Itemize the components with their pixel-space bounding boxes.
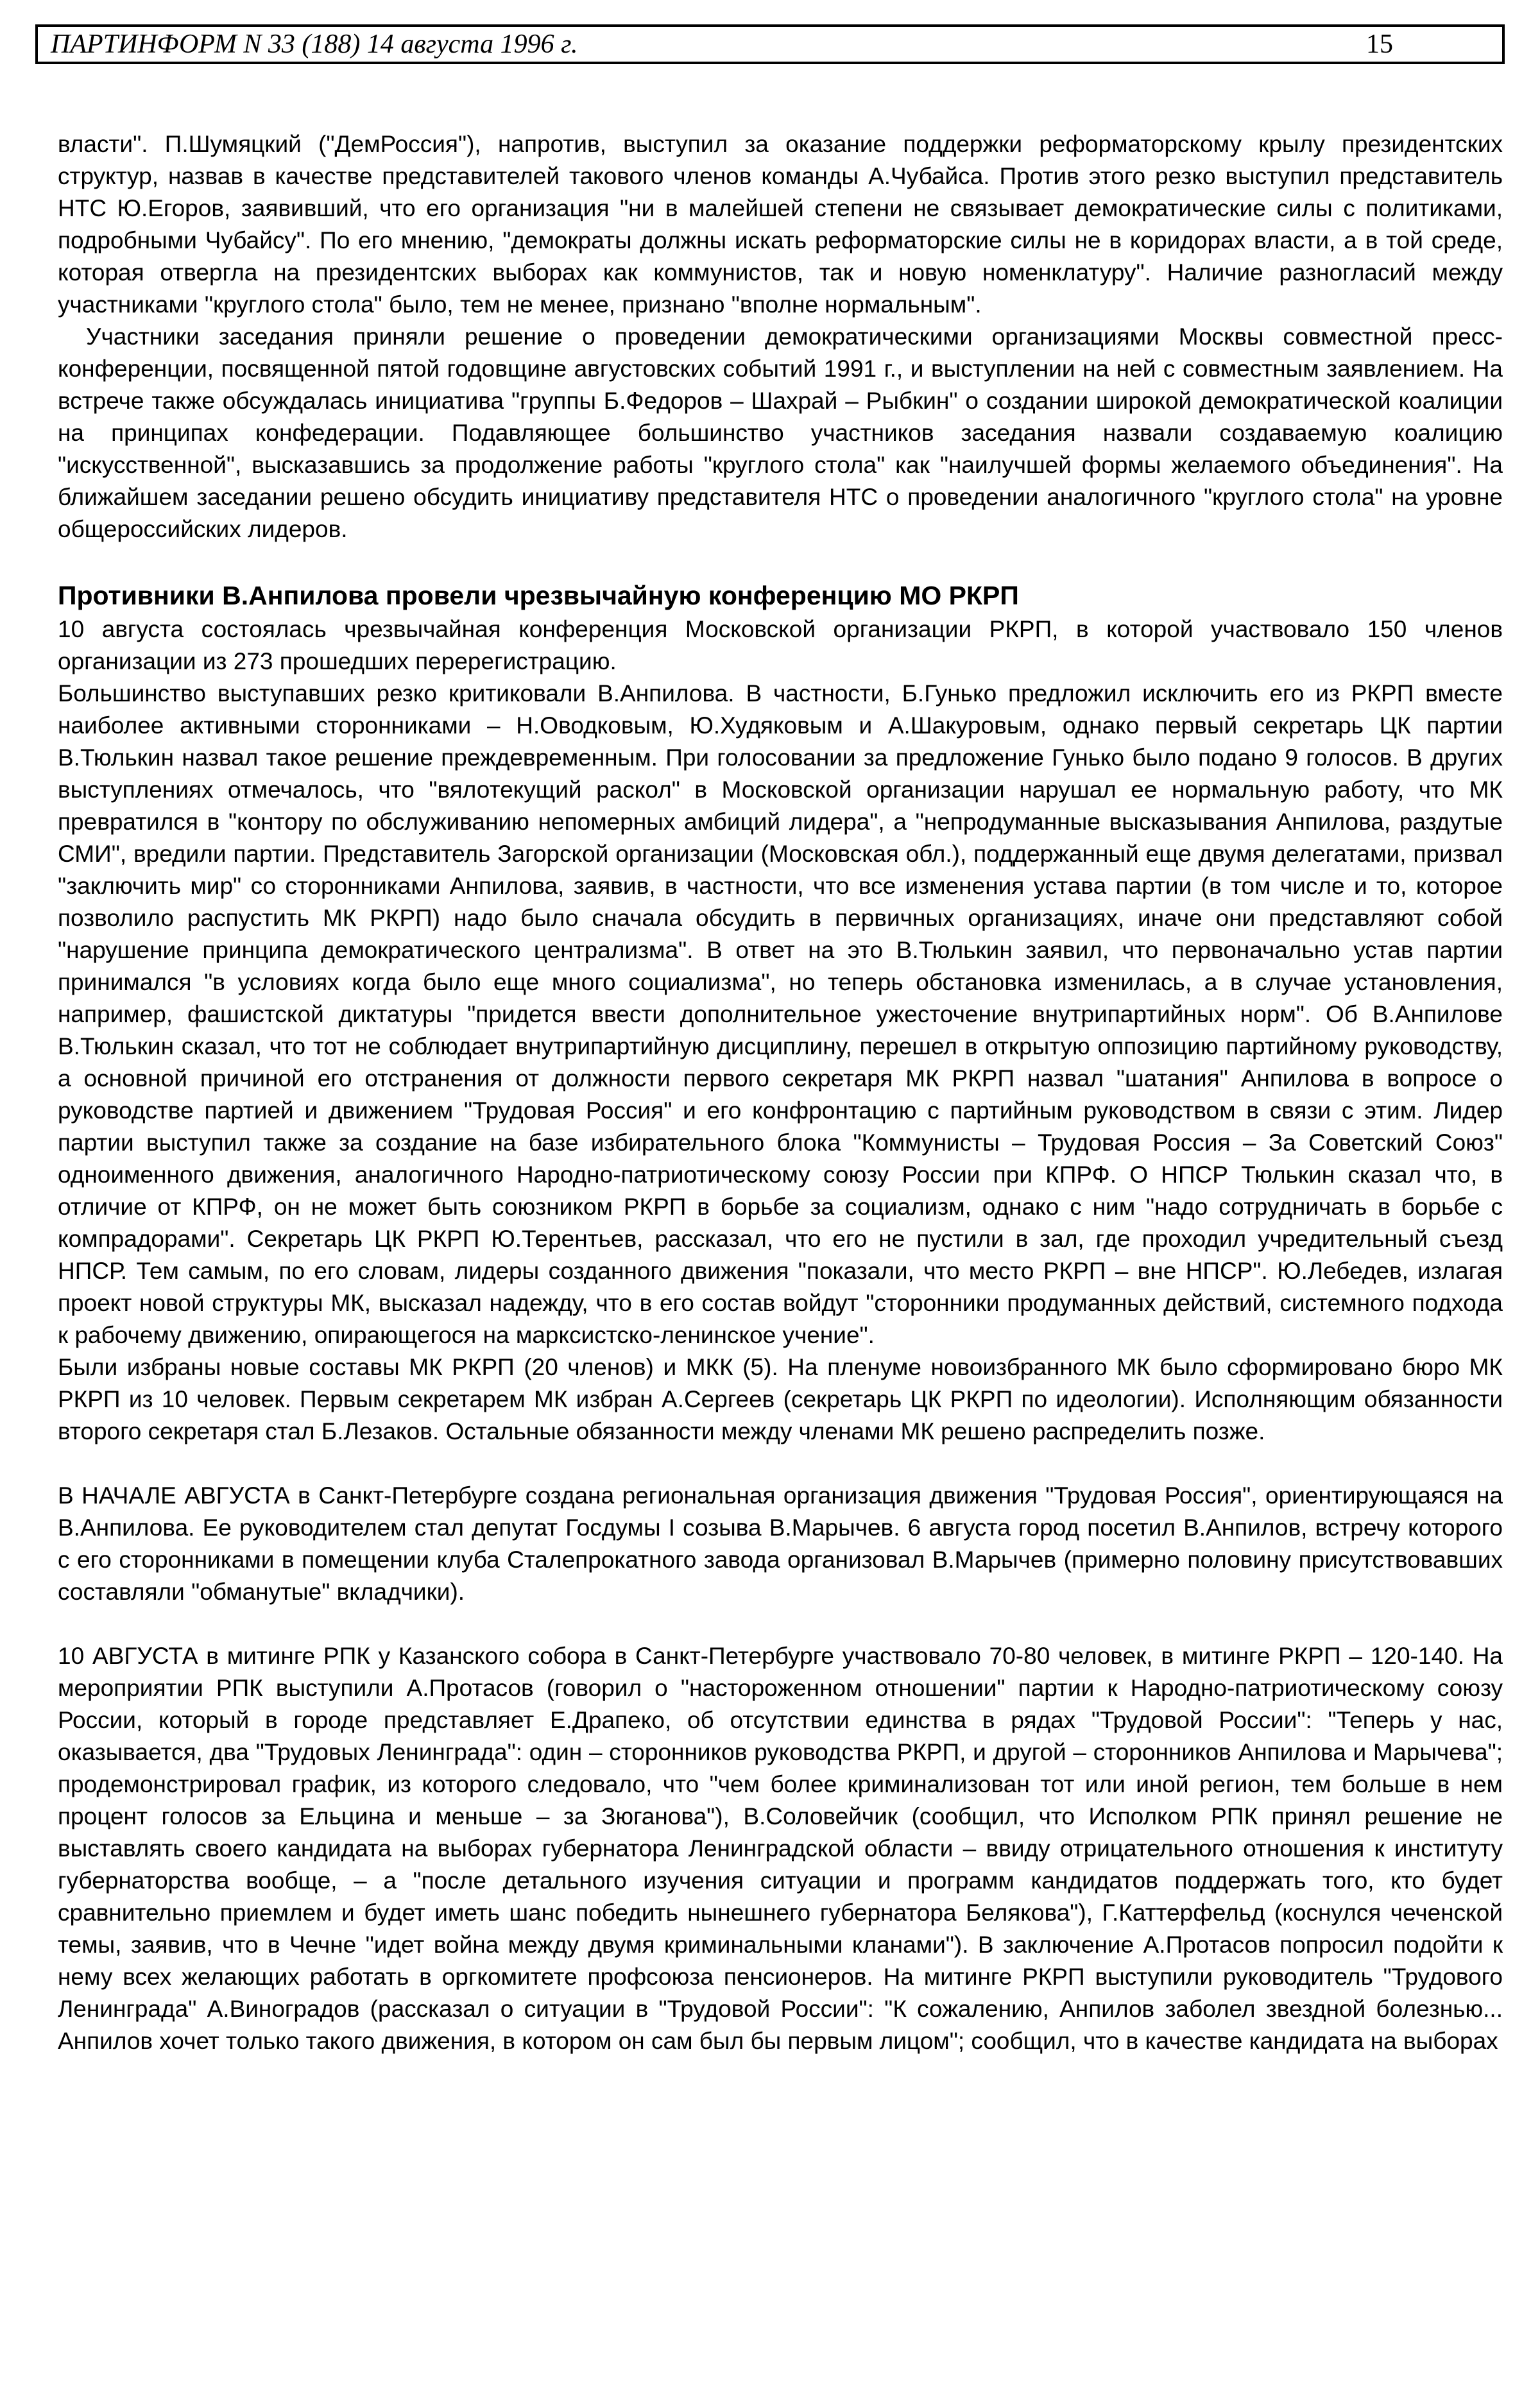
paragraph: 10 августа состоялась чрезвычайная конференция Московской организации РКРП, в которой участвовало 150 членов организации из 273 прошедших перерегистрацию. — [58, 616, 1503, 674]
paragraph: 10 АВГУСТА в митинге РПК у Казанского собора в Санкт-Петербурге участвовало 70-80 человек, в митинге РКРП – 120-140. На мероприятии РПК выступили А.Протасов (говорил о "настороженном отношении" партии к Народно-патриотическому союзу России, который в городе представляет Е.Драпеко, об отсутствии единства в рядах "Трудовой России": "Теперь у нас, оказывается, два "Трудовых Ленинграда": один – сторонников руководства РКРП, и другой – сторонников Анпилова и Марычева"; продемонстрировал график, из которого следовало, что "чем более криминализован тот или иной регион, тем больше в нем процент голосов за Ельцина и меньше – за Зюганова"), В.Соловейчик (сообщил, что Исполком РПК принял решение не выставлять своего кандидата на выборах губернатора Ленинградской области – ввиду отрицательного отношения к институту губернаторства вообще, – а "после детального изучения ситуации и программ кандидатов поддержать того, кто будет сравнительно приемлем и будет иметь шанс победить нынешнего губернатора Белякова"), Г.Каттерфельд (коснулся чеченской темы, заявив, что в Чечне "идет война между двумя криминальными кланами"). В заключение А.Протасов попросил подойти к нему всех желающих работать в оргкомитете профсоюза пенсионеров. На митинге РКРП выступили руководитель "Трудового Ленинграда" А.Виноградов (рассказал о ситуации в "Трудовой России": "К сожалению, Анпилов заболел звездной болезнью... Анпилов хочет только такого движения, в котором он сам был бы первым лицом"; сообщил, что в качестве кандидата на выборах — [58, 1643, 1503, 2054]
header-title: ПАРТИНФОРМ N 33 (188) 14 августа 1996 г. — [51, 30, 578, 59]
paragraph: Участники заседания приняли решение о проведении демократическими организациями Москвы совместной пресс-конференции, посвященной пятой годовщине августовских событий 1991 г., и выступлении на ней с совместным заявлением. На встрече также обсуждалась инициатива "группы Б.Федоров – Шахрай – Рыбкин" о создании широкой демократической коалиции на принципах конфедерации. Подавляющее большинство участников заседания назвали создаваемую коалицию "искусственной", высказавшись за продолжение работы "круглого стола" как "наилучшей формы желаемого объединения". На ближайшем заседании решено обсудить инициативу представителя НТС о проведении аналогичного "круглого стола" на уровне общероссийских лидеров. — [58, 323, 1503, 542]
article-body — [58, 128, 1503, 2057]
paragraph: власти". П.Шумяцкий ("ДемРоссия"), напротив, выступил за оказание поддержки реформаторскому крылу президентских структур, назвав в качестве представителей такового членов команды А.Чубайса. Против этого резко выступил представитель НТС Ю.Егоров, заявивший, что его организация "ни в малейшей степени не связывает демократические силы с политиками, подробными Чубайсу". По его мнению, "демократы должны искать реформаторские силы не в коридорах власти, а в той среде, которая отвергла на президентских выборах как коммунистов, так и новую номенклатуру". Наличие разногласий между участниками "круглого стола" было, тем не менее, признано "вполне нормальным". — [58, 131, 1503, 318]
section-heading: Противники В.Анпилова провели чрезвычайную конференцию МО РКРП — [58, 581, 1019, 610]
paragraph: Большинство выступавших резко критиковали В.Анпилова. В частности, Б.Гунько предложил исключить его из РКРП вместе наиболее активными сторонниками – Н.Оводковым, Ю.Худяковым и А.Шакуровым, однако первый секретарь ЦК партии В.Тюлькин назвал такое решение преждевременным. При голосовании за предложение Гунько было подано 9 голосов. В других выступлениях отмечалось, что "вялотекущий раскол" в Московской организации нарушал ее нормальную работу, что МК превратился в "контору по обслуживанию непомерных амбиций лидера", а "непродуманные высказывания Анпилова, раздутые СМИ", вредили партии. Представитель Загорской организации (Московская обл.), поддержанный еще двумя делегатами, призвал "заключить мир" со сторонниками Анпилова, заявив, в частности, что все изменения устава партии (в том числе и то, которое позволило распустить МК РКРП) надо было сначала обсудить в первичных организациях, иначе они представляют собой "нарушение принципа демократического централизма". В ответ на это В.Тюлькин заявил, что первоначально устав партии принимался "в условиях когда было еще много социализма", но теперь обстановка изменилась, а в случае установления, например, фашистской диктатуры "придется ввести дополнительное ужесточение внутрипартийных норм". Об В.Анпилове В.Тюлькин сказал, что тот не соблюдает внутрипартийную дисциплину, перешел в открытую оппозицию партийному руководству, а основной причиной его отстранения от должности первого секретаря МК РКРП назвал "шатания" Анпилова в вопросе о руководстве партией и движением "Трудовая Россия" и его конфронтацию с партийным руководством в связи с этим. Лидер партии выступил также за создание на базе избирательного блока "Коммунисты – Трудовая Россия – За Советский Союз" одноименного движения, аналогичного Народно-патриотическому союзу России при КПРФ. О НПСР Тюлькин сказал что, в отличие от КПРФ, он не может быть союзником РКРП в борьбе за социализм, однако с ним "надо сотрудничать в борьбе с компрадорами". Секретарь ЦК РКРП Ю.Терентьев, рассказал, что его не пустили в зал, где проходил учредительный съезд НПСР. Тем самым, по его словам, лидеры созданного движения "показали, что место РКРП – вне НПСР". Ю.Лебедев, излагая проект новой структуры МК, высказал надежду, что в его состав войдут "сторонники продуманных действий, системного подхода к рабочему движению, опирающегося на марксистско-ленинское учение". — [58, 680, 1503, 1348]
paragraph: В НАЧАЛЕ АВГУСТА в Санкт-Петербурге создана региональная организация движения "Трудовая Россия", ориентирующаяся на В.Анпилова. Ее руководителем стал депутат Госдумы I созыва В.Марычев. 6 августа город посетил В.Анпилов, встречу которого с его сторонниками в помещении клуба Сталепрокатного завода организовал В.Марычев (примерно половину присутствовавших составляли "обманутые" вкладчики). — [58, 1482, 1503, 1605]
page-header — [35, 24, 1505, 64]
paragraph: Были избраны новые составы МК РКРП (20 членов) и МКК (5). На пленуме новоизбранного МК было сформировано бюро МК РКРП из 10 человек. Первым секретарем МК избран А.Сергеев (секретарь ЦК РКРП по идеологии). Исполняющим обязанности второго секретаря стал Б.Лезаков. Остальные обязанности между членами МК решено распределить позже. — [58, 1354, 1503, 1444]
spacer — [58, 1608, 1503, 1640]
spacer — [58, 1448, 1503, 1480]
spacer — [58, 545, 1503, 578]
page-number: 15 — [1366, 30, 1393, 59]
